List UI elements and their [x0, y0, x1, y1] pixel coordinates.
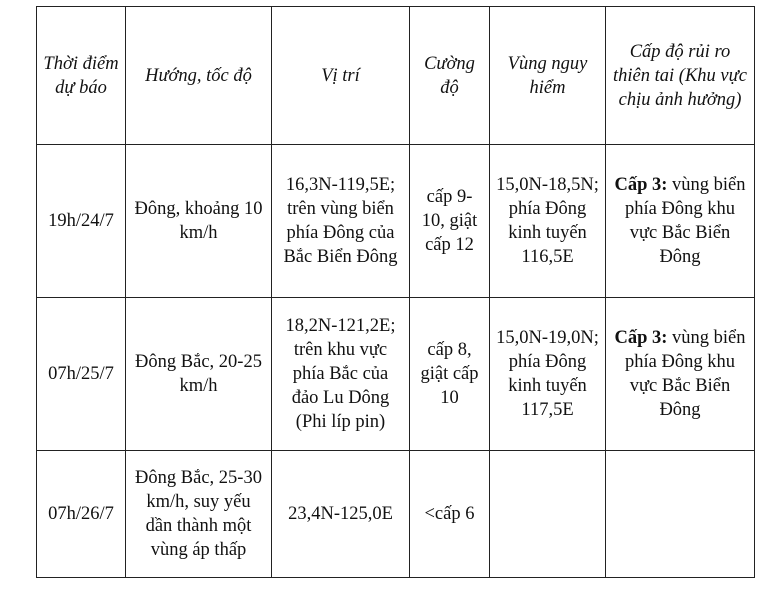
header-position: Vị trí [272, 7, 410, 145]
cell-intensity: cấp 9-10, giật cấp 12 [410, 145, 490, 298]
risk-level-label: Cấp 3: [614, 175, 668, 195]
risk-area-text: vùng biển phía Đông khu vực Bắc Biển Đông [625, 328, 746, 420]
header-row [37, 7, 755, 145]
cell-direction-speed: Đông, khoảng 10 km/h [126, 145, 272, 298]
table-row [37, 451, 755, 578]
cell-position: 16,3N-119,5E; trên vùng biển phía Đông của Bắc Biển Đông [272, 145, 410, 298]
cell-time: 07h/26/7 [37, 451, 126, 578]
header-direction-speed: Hướng, tốc độ [126, 7, 272, 145]
header-danger-zone: Vùng nguy hiểm [490, 7, 606, 145]
cell-time: 07h/25/7 [37, 298, 126, 451]
cell-position: 23,4N-125,0E [272, 451, 410, 578]
cell-risk-level [606, 145, 755, 298]
header-intensity: Cường độ [410, 7, 490, 145]
cell-intensity: cấp 8, giật cấp 10 [410, 298, 490, 451]
header-time: Thời điểm dự báo [37, 7, 126, 145]
header-risk-level: Cấp độ rủi ro thiên tai (Khu vực chịu ảnh hưởng) [606, 7, 755, 145]
cell-danger-zone [490, 451, 606, 578]
cell-intensity: <cấp 6 [410, 451, 490, 578]
cell-time: 19h/24/7 [37, 145, 126, 298]
table-row [37, 298, 755, 451]
risk-area-text: vùng biển phía Đông khu vực Bắc Biển Đông [625, 175, 746, 267]
cell-danger-zone: 15,0N-18,5N; phía Đông kinh tuyến 116,5E [490, 145, 606, 298]
cell-risk-level [606, 298, 755, 451]
cell-direction-speed: Đông Bắc, 20-25 km/h [126, 298, 272, 451]
table-row [37, 145, 755, 298]
cell-risk-level [606, 451, 755, 578]
risk-level-label: Cấp 3: [614, 328, 668, 348]
forecast-table [36, 6, 755, 578]
cell-direction-speed: Đông Bắc, 25-30 km/h, suy yếu dần thành một vùng áp thấp [126, 451, 272, 578]
cell-danger-zone: 15,0N-19,0N; phía Đông kinh tuyến 117,5E [490, 298, 606, 451]
cell-position: 18,2N-121,2E; trên khu vực phía Bắc của đảo Lu Dông (Phi líp pin) [272, 298, 410, 451]
